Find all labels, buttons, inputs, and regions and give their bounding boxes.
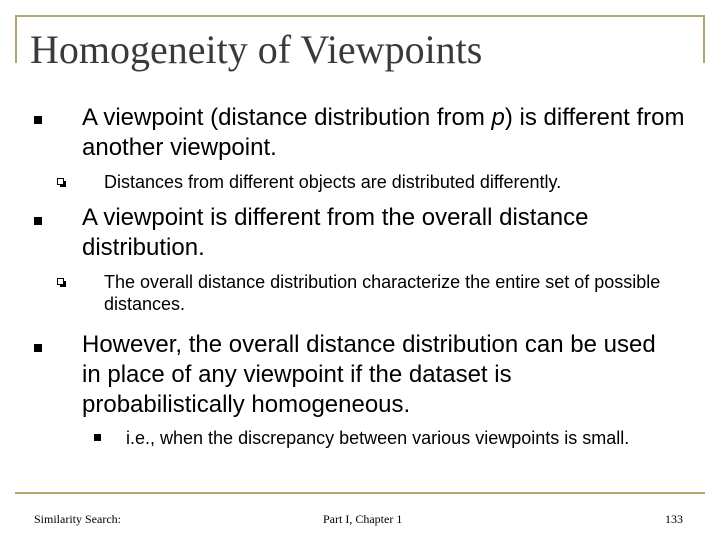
sub-bullet-hollow-square-icon — [57, 178, 64, 185]
slide-title: Homogeneity of Viewpoints — [30, 27, 483, 72]
page-number: 133 — [665, 512, 683, 526]
frame-right-rule — [703, 15, 705, 63]
bullet-square-icon — [34, 116, 42, 124]
sub-bullet-hollow-square-icon — [57, 278, 64, 285]
bullet-2-text: A viewpoint is different from the overall distance distribution. — [82, 204, 589, 261]
footer-rule — [15, 492, 705, 494]
footer-center-text: Part I, Chapter 1 — [323, 512, 403, 526]
frame-left-rule — [15, 15, 17, 63]
sub-bullet-square-icon — [94, 434, 101, 441]
bullet-square-icon — [34, 217, 42, 225]
bullet-1-text — [82, 103, 692, 163]
bullet-1-text-italic: p — [491, 104, 505, 131]
bullet-1-sub-text: Distances from different objects are distributed differently. — [104, 172, 562, 192]
footer-left-text: Similarity Search: — [34, 512, 121, 526]
frame-top-rule — [15, 15, 705, 17]
bullet-3-sub-text: i.e., when the discrepancy between various viewpoints is small. — [126, 428, 630, 448]
bullet-1-text-a: A viewpoint (distance distribution from — [82, 104, 492, 131]
bullet-2-sub-text: The overall distance distribution characterize the entire set of possible distances. — [104, 272, 661, 314]
bullet-1-text-b: ) is different from another viewpoint. — [82, 104, 685, 161]
bullet-3-text: However, the overall distance distribution can be used in place of any viewpoint if the dataset is probabilistically homogeneous. — [82, 331, 656, 418]
bullet-square-icon — [34, 344, 42, 352]
